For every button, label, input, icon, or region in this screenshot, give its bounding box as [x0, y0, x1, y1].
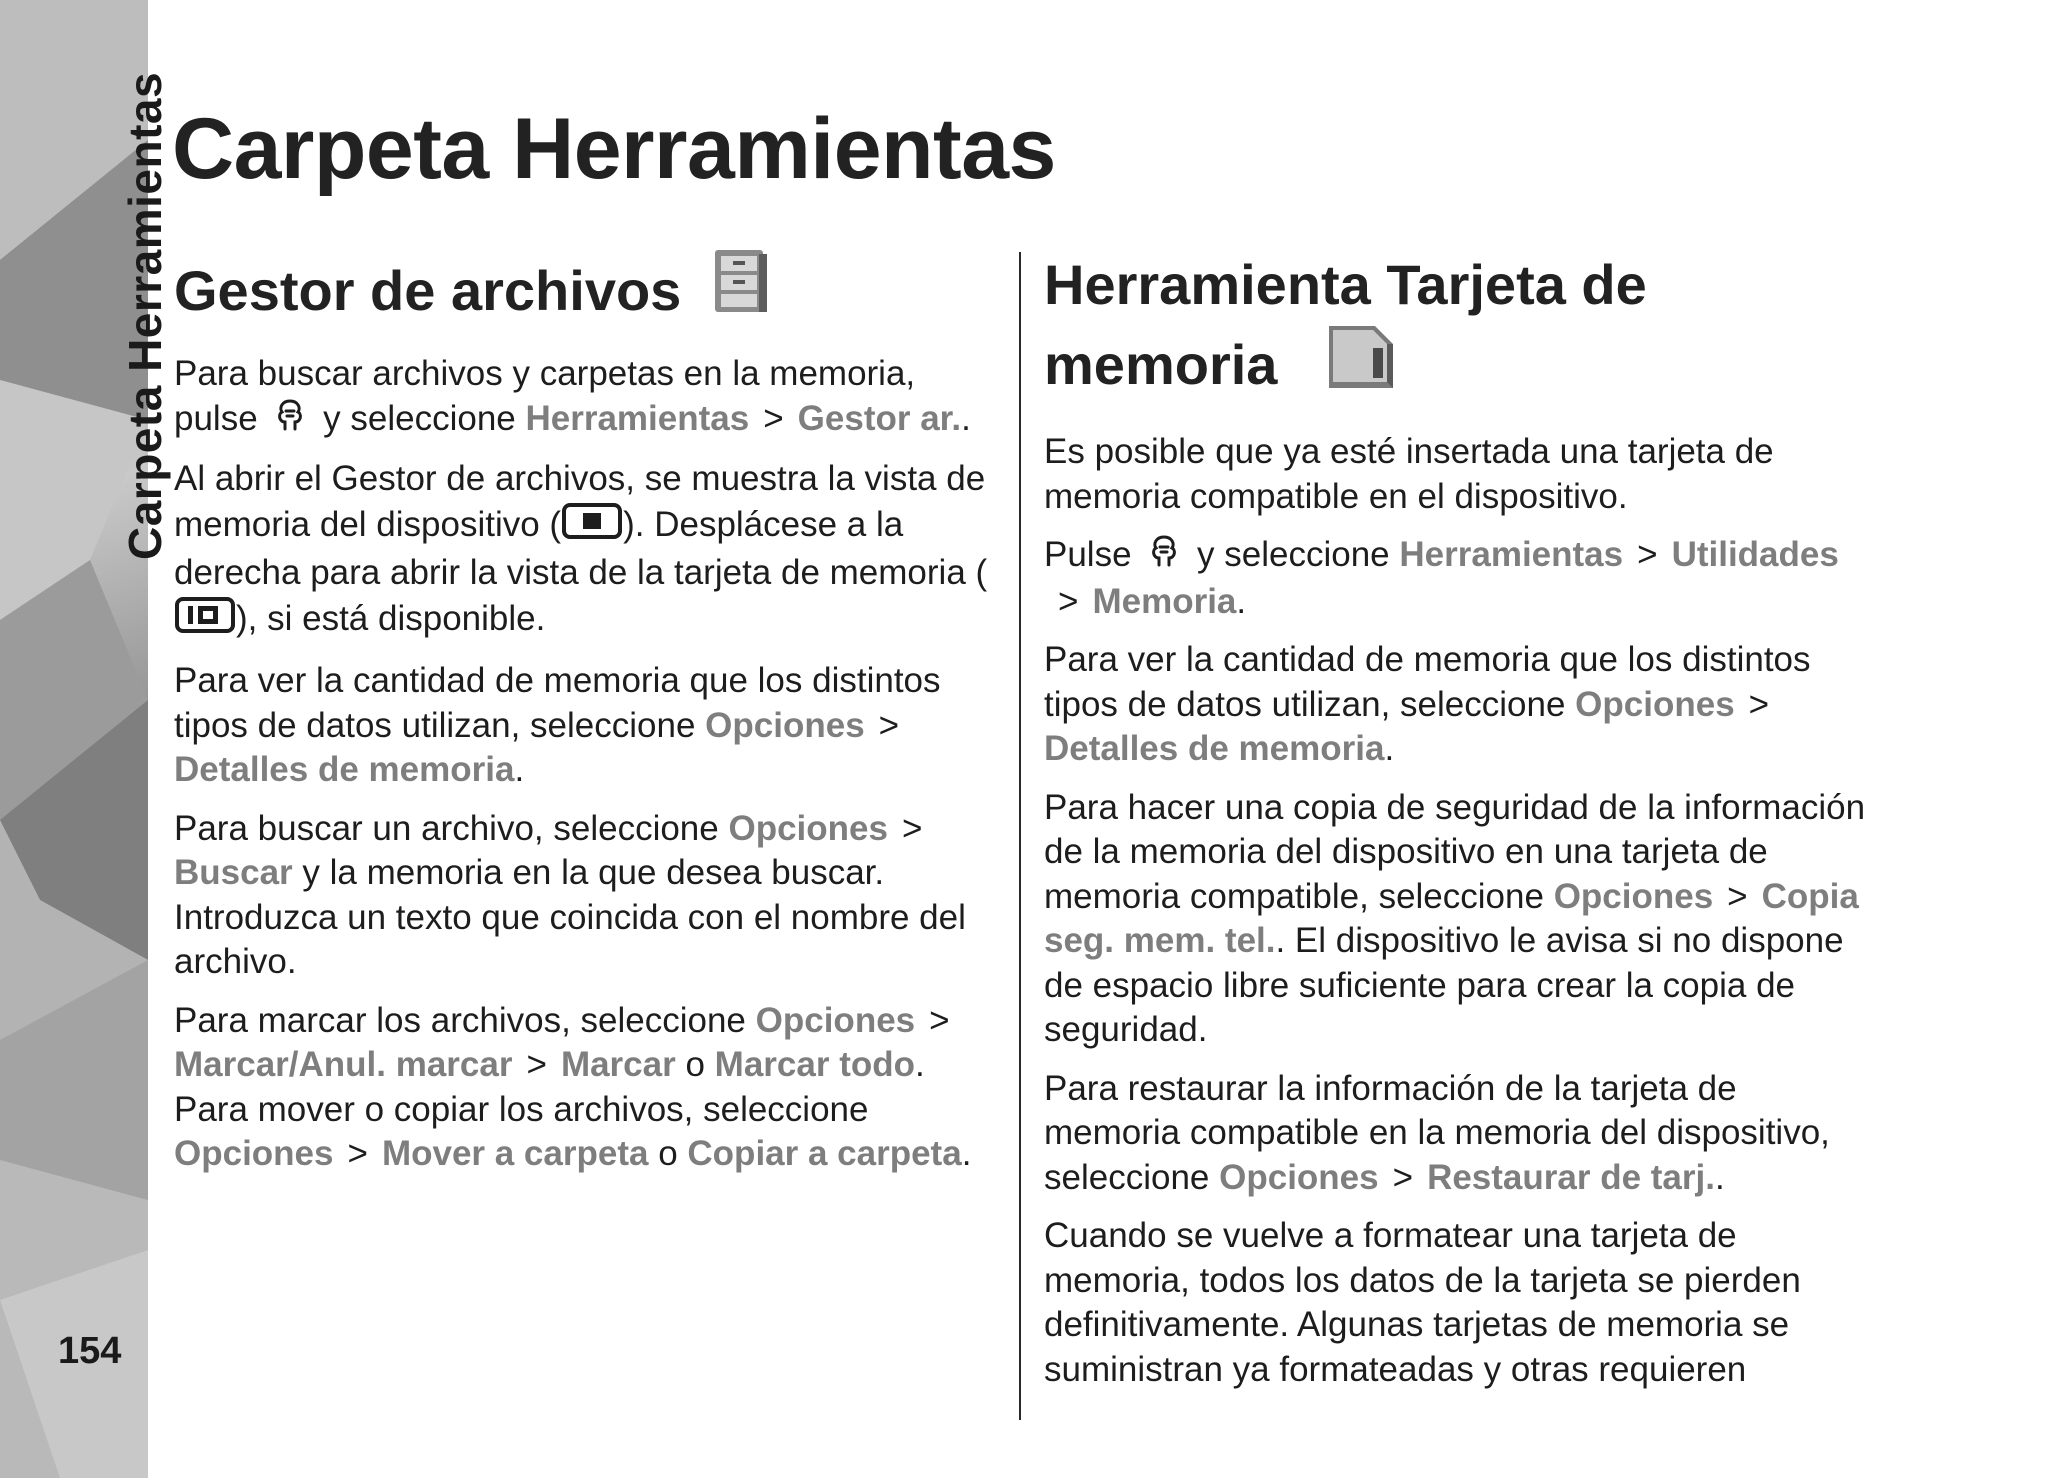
sidebar-vertical-title: Carpeta Herramientas	[119, 71, 171, 560]
heading-text-line-1: Herramienta Tarjeta de	[1044, 253, 1647, 316]
right-paragraph-6: Cuando se vuelve a formatear una tarjeta de memoria, todos los datos de la tarjeta se pierden definitivamente. Algunas tarjetas de memoria se suministran ya formateadas y otras requieren	[1044, 1216, 1801, 1389]
left-paragraph-4: Para buscar un archivo, seleccione Opciones >Buscar y la memoria en la que desea buscar. Introduzca un texto que coincida con el nombre del archivo.	[174, 808, 966, 981]
sidebar	[0, 0, 171, 1478]
menu-path-herramientas: Herramientas	[525, 398, 750, 438]
left-paragraph-3: Para ver la cantidad de memoria que los distintos tipos de datos utilizan, seleccione Opciones >Detalles de memoria.	[174, 661, 941, 789]
menu-key-icon	[275, 398, 305, 444]
device-memory-icon	[561, 502, 623, 552]
section-heading-memory-card-tool	[1044, 248, 1874, 412]
page-number: 154	[58, 1330, 122, 1372]
left-column	[174, 248, 1004, 1191]
right-paragraph-2: Pulse y seleccione Herramientas > Utilidades> Memoria.	[1044, 535, 1839, 621]
left-paragraph-2: Al abrir el Gestor de archivos, se muestra la vista de memoria del dispositivo ( ). Desplácese a la derecha para abrir la vista de la tarjeta de memoria (), si está disponible.	[174, 457, 1004, 645]
memory-card-tool-icon	[1323, 322, 1399, 412]
file-manager-icon	[711, 248, 769, 334]
right-paragraph-1: Es posible que ya esté insertada una tarjeta de memoria compatible en el dispositivo.	[1044, 432, 1774, 516]
heading-text-line-2: memoria	[1044, 333, 1278, 396]
menu-key-icon	[1149, 534, 1179, 580]
left-paragraph-1: Para buscar archivos y carpetas en la memoria, pulse y seleccione Herramientas > Gestor ar..	[174, 352, 1004, 443]
menu-path-gestor: Gestor ar.	[797, 398, 962, 438]
left-paragraph-5: Para marcar los archivos, seleccione Opciones >Marcar/Anul. marcar > Marcar o Marcar todo. Para mover o copiar los archivos, seleccione Opciones > Mover a carpeta o Copiar a carpeta.	[174, 1000, 972, 1173]
right-paragraph-3: Para ver la cantidad de memoria que los distintos tipos de datos utilizan, seleccione Opciones >Detalles de memoria.	[1044, 640, 1811, 768]
right-paragraph-4: Para hacer una copia de seguridad de la información de la memoria del dispositivo en una tarjeta de memoria compatible, seleccione Opciones > Copia seg. mem. tel.. El dispositivo le avisa si no dispone de espacio libre suficiente para crear la copia de seguridad.	[1044, 787, 1866, 1049]
page-title: Carpeta Herramientas	[172, 101, 1056, 197]
column-divider	[1019, 252, 1021, 1420]
section-heading-file-manager	[174, 248, 1004, 334]
right-paragraph-5: Para restaurar la información de la tarjeta de memoria compatible en la memoria del dispositivo, seleccione Opciones > Restaurar de tarj..	[1044, 1068, 1830, 1197]
heading-text: Gestor de archivos	[174, 259, 682, 322]
right-column	[1044, 248, 1874, 1406]
memory-card-view-icon	[174, 596, 236, 646]
